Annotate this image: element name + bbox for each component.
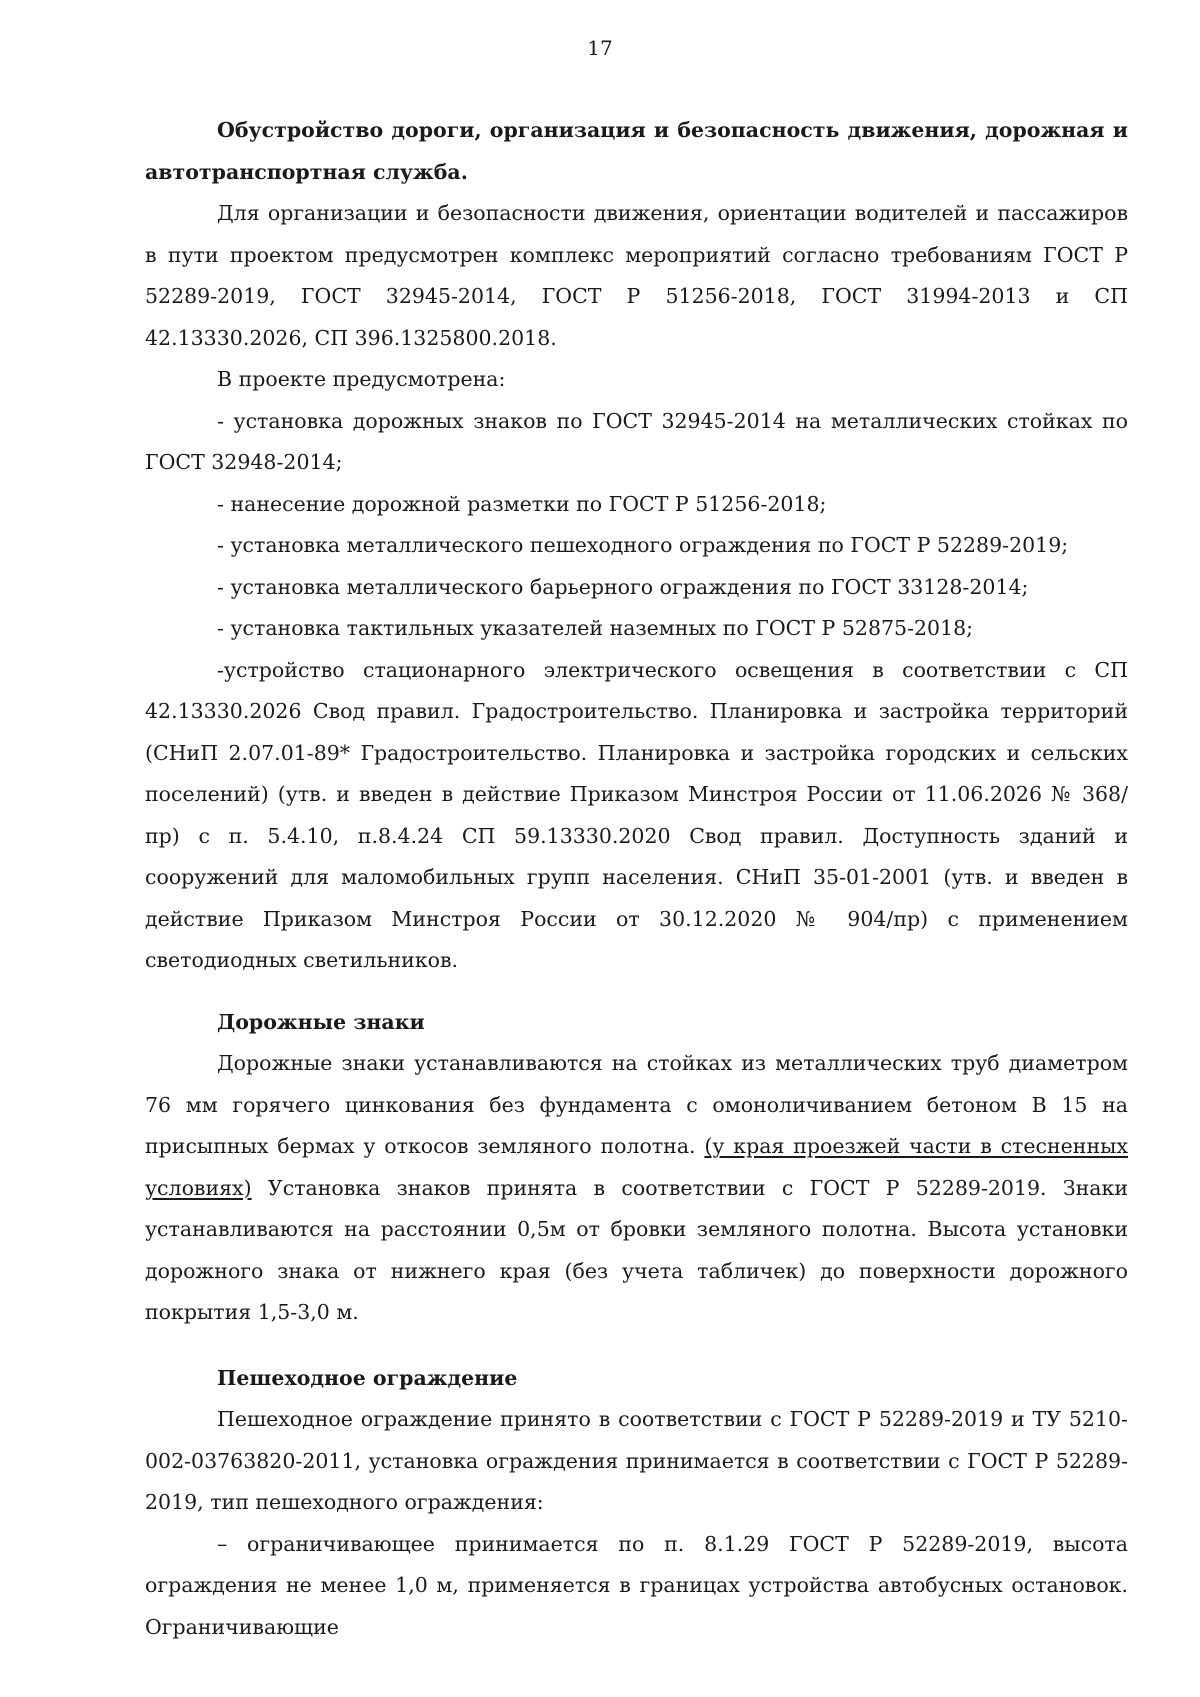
- pedestrian-fence-paragraph: Пешеходное ограждение принято в соответствии с ГОСТ Р 52289-2019 и ТУ 5210-002-03763820-2011, установка ограждения принимается в соответствии с ГОСТ Р 52289-2019, тип пешеходного ограждения:: [145, 1407, 1128, 1514]
- provision-item-tactile-indicators: - установка тактильных указателей наземных по ГОСТ Р 52875-2018;: [217, 616, 974, 640]
- road-signs-heading: Дорожные знаки: [217, 1009, 425, 1034]
- pedestrian-fence-heading: Пешеходное ограждение: [217, 1365, 518, 1390]
- provisions-intro: В проекте предусмотрена:: [217, 367, 506, 391]
- intro-paragraph: Для организации и безопасности движения, ориентации водителей и пассажиров в пути проектом предусмотрен комплекс мероприятий согласно требованиям ГОСТ Р 52289-2019, ГОСТ 32945-2014, ГОСТ Р 51256-2018, ГОСТ 31994-2013 и СП 42.13330.2026, СП 396.1325800.2018.: [145, 201, 1128, 350]
- road-signs-text-after: Установка знаков принята в соответствии с ГОСТ Р 52289-2019. Знаки устанавливаются на расстоянии 0,5м от бровки земляного полотна. Высота установки дорожного знака от нижнего края (без учета табличек) до поверхности дорожного покрытия 1,5-3,0 м.: [145, 1175, 1128, 1324]
- page-number: 17: [587, 36, 613, 60]
- page-content: [145, 100, 1128, 1648]
- provision-item-barrier-fence: - установка металлического барьерного ограждения по ГОСТ 33128-2014;: [217, 574, 1029, 599]
- pedestrian-fence-item: – ограничивающее принимается по п. 8.1.29 ГОСТ Р 52289-2019, высота ограждения не менее 1,0 м, применяется в границах устройства автобусных остановок. Ограничивающие: [145, 1531, 1128, 1639]
- section-heading-main: Обустройство дороги, организация и безопасность движения, дорожная и автотранспортная служба.: [145, 118, 1128, 184]
- provision-item-lighting: -устройство стационарного электрического освещения в соответствии с СП 42.13330.2026 Свод правил. Градостроительство. Планировка и застройка территорий (СНиП 2.07.01-89* Градостроительство. Планировка и застройка городских и сельских поселений) (утв. и введен в действие Приказом Минстроя России от 11.06.2026 № 368/пр) с п. 5.4.10, п.8.4.24 СП 59.13330.2020 Свод правил. Доступность зданий и сооружений для маломобильных групп населения. СНиП 35-01-2001 (утв. и введен в действие Приказом Минстроя России от 30.12.2020 № 904/пр) с применением светодиодных светильников.: [145, 657, 1128, 972]
- road-signs-text-underlined: (у края проезжей части в стесненных условиях): [145, 1134, 1129, 1200]
- provision-item-pedestrian-fence: - установка металлического пешеходного ограждения по ГОСТ Р 52289-2019;: [217, 533, 1069, 557]
- road-signs-paragraph: [145, 1043, 1128, 1334]
- provision-item-road-marking: - нанесение дорожной разметки по ГОСТ Р 51256-2018;: [217, 491, 827, 516]
- provision-item-road-signs: - установка дорожных знаков по ГОСТ 32945-2014 на металлических стойках по ГОСТ 32948-2014;: [145, 408, 1128, 474]
- road-signs-text-before: Дорожные знаки устанавливаются на стойках из металлических труб диаметром 76 мм горячего цинкования без фундамента с омоноличиванием бетоном В 15 на присыпных бермах у откосов земляного полотна.: [145, 1051, 1128, 1158]
